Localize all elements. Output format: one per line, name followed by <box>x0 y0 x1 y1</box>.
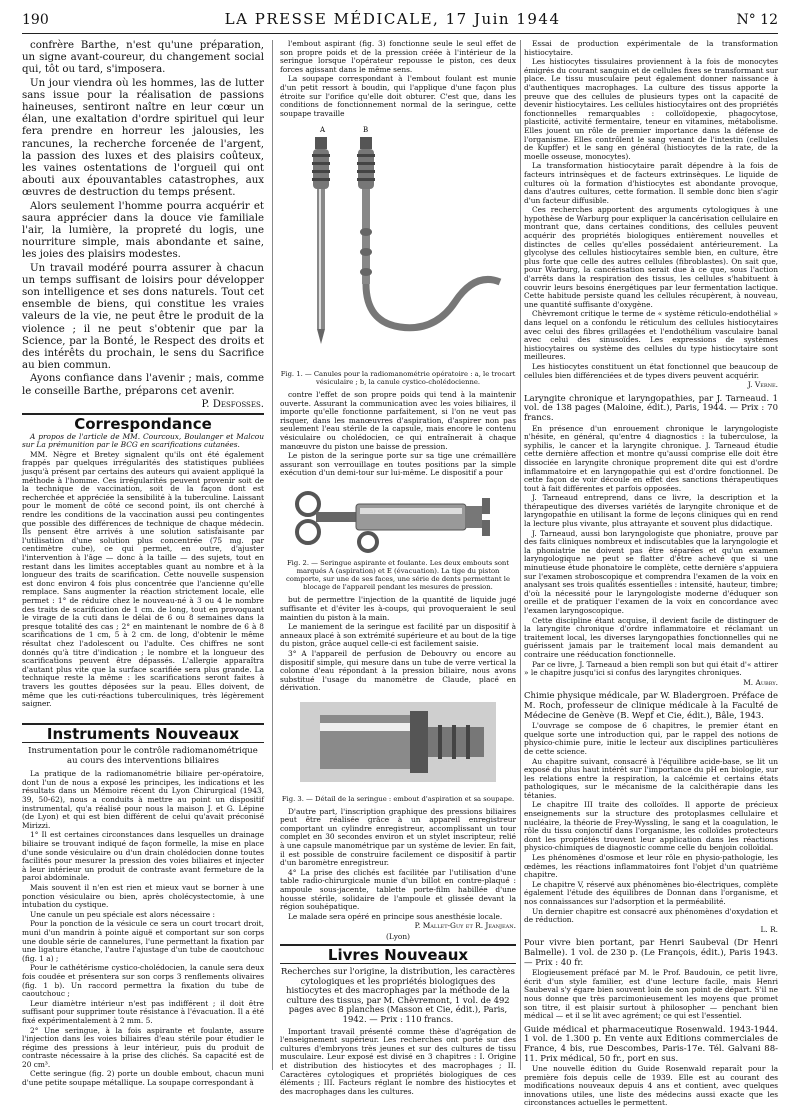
paragraph: Ayons confiance dans l'avenir ; mais, comme le conseille Barthe, préparons cet avenir. <box>22 373 264 397</box>
paragraph: Cette discipline étant acquise, il devient facile de distinguer de la laryngite chronique d'ordre inflammatoire et réclamant un traitement local, les diverses laryngopathies fonctionnelles qui ne guérissent jamais par le traitement local mais demandent au contraire une rééducation fonctionnelle. <box>524 615 778 659</box>
figure-1-canulas <box>280 122 516 362</box>
paragraph: Le maniement de la seringue est facilité par un dispositif à anneaux placé à son extrémité supérieure et au bout de la tige du piston, grâce auquel celle-ci est facilement saisie. <box>280 622 516 649</box>
paragraph: contre l'effet de son propre poids qui tend à la maintenir ouverte. Assurant la communication avec les voies biliaires, il importe qu'elle fonctionne parfaitement, si l'on ne veut pas risquer, dans les manœuvres d'aspiration, d'aspirer non pas seulement l'eau stérile de la capsule, mais encore le contenu vésiculaire ou cholédocien, ce qui entraînerait à chaque manœuvre du piston une baisse de pression. <box>280 389 516 451</box>
paragraph: Le malade sera opéré en principe sous anesthésie locale. <box>288 911 503 921</box>
review-title: Laryngite chronique et laryngopathies, par J. Tarneaud. 1 vol. de 138 pages (Maloine, édit.), Paris, 1944. — Prix : 70 francs. <box>524 393 778 423</box>
canula-b-shape <box>357 137 500 328</box>
paragraph: Elogieusement préfacé par M. le Prof. Baudouin, ce petit livre, écrit d'un style familier, est d'une lecture facile, mais Henri Saubeval s'y égare bien souvent loin de son point de départ. S'il ne nous donne que très parcimonieusement les moyens que promet son titre, il est plaisir surtout à philosopher — penchant bien médical — et il se lit avec agrément; ce qui est l'essentiel. <box>524 968 778 1021</box>
figure-3-caption: Fig. 3. — Détail de la seringue : embout d'aspiration et sa soupape. <box>281 794 515 803</box>
paragraph: J. Tarneaud entreprend, dans ce livre, la description et la thérapeutique des diverses variétés de laryngite chronique et de laryngopathie en utilisant la forme de leçons cliniques qui en rend la lecture plus vivante, plus attrayante et souvent plus didactique. <box>524 493 778 529</box>
page-header <box>22 10 778 30</box>
journal-title: LA PRESSE MÉDICALE, 17 Juin 1944 <box>224 10 561 28</box>
paragraph: Un dernier chapitre est consacré aux phénomènes d'oxydation et de réduction. <box>524 906 778 925</box>
paragraph: Par ce livre, J. Tarneaud a bien rempli son but qui était d'« attirer » le chapitre jusqu'ici si confus des laryngites chroniques. <box>524 659 778 678</box>
paragraph: but de permettre l'injection de la quantité de liquide jugé suffisante et d'éviter les à-coups, qui provoqueraient le seul maintien du piston à la main. <box>280 595 516 622</box>
paragraph: 3° A l'appareil de perfusion de Debouvry ou encore au dispositif simple, qui mesure dans un tube de verre vertical la colonne d'eau répondant à la pression biliaire, nous avons substitué l'usage du manomètre de Claude, placé en dérivation. <box>280 649 516 693</box>
figure-2-caption: Fig. 2. — Seringue aspirante et foulante. Les deux embouts sont marqués A (aspiration) et E (évacuation). La tige du piston comporte, sur une de ses faces, une série de dents permettant le blocage de l'appareil pendant les mesures de pression. <box>285 559 510 592</box>
paragraph: 2° Une seringue, à la fois aspirante et foulante, assure l'injection dans les voies biliaires d'eau stérile pour étudier le régime des pressions à leur intérieur, puis du produit de contraste nécessaire à la prise des clichés. Sa capacité est de 20 cm³. <box>22 1025 264 1069</box>
signature-city: (Lyon) <box>386 931 410 941</box>
paragraph: Cette seringue (fig. 2) porte un double embout, chacun muni d'une petite soupape métallique. La soupape correspondant à <box>22 1069 264 1088</box>
signature: P. Mallet-Guy et R. Jeanjean. <box>414 921 516 931</box>
paragraph: l'embout aspirant (fig. 3) fonctionne seule le seul effet de son propre poids et de la pression créée à l'intérieur de la seringue lorsque l'opérateur repousse le piston, ces deux forces agissant dans le même sens. <box>280 39 516 74</box>
paragraph: Pour le cathétérisme cystico-cholédocien, la canule sera deux fois coudée et présentera sur son corps 3 renflements olivaires (fig. 1 b). Un raccord permettra la fixation du tube de caoutchouc ; <box>22 963 264 999</box>
paragraph: 1° Il est certaines circonstances dans lesquelles un drainage biliaire se trouvant indiqué de façon formelle, la mise en place d'une sonde vésiculaire ou d'un drain cholédocien donne toutes facilités pour mesurer la pression des voies biliaires et injecter à leur intérieur un produit de contraste avant fermeture de la paroi abdominale. <box>22 830 264 883</box>
paragraph: confrère Barthe, n'est qu'une préparation, un signe avant-coureur, du changement social qui, tôt ou tard, s'imposera. <box>22 40 264 76</box>
paragraph: La soupape correspondant à l'embout foulant est munie d'un petit ressort à boudin, qui l'applique d'une façon plus étroite sur l'orifice qu'elle doit obturer. C'est que, dans les conditions de fonctionnement normal de la seringue, cette soupape travaille <box>280 74 516 118</box>
paragraph: La pratique de la radiomanométrie biliaire per-opératoire, dont l'un de nous a exposé les principes, les indications et les résultats dans un Mémoire récent du Lyon Chirurgical (1943, 39, 50-62), nous a conduits à mettre au point un dispositif instrumental, qu'a réalisé pour nous la maison J. et G. Lépine (de Lyon) et qui est bien différent de celui qu'avait préconisé Mirizzi. <box>22 769 264 830</box>
column-divider <box>520 40 521 1070</box>
correspondance-lead: A propos de l'article de MM. Courcoux, Boulanger et Malcou sur La prémunition par le BCG en scarifications cutanées. <box>22 431 264 450</box>
review-title: Pour vivre bien portant, par Henri Saubeval (Dr Henri Balmelle). 1 vol. de 230 p. (Le François, édit.), Paris 1943. — Prix : 40 fr. <box>524 938 778 968</box>
paragraph: MM. Nègre et Bretey signalent qu'ils ont été également frappés par quelques irrégularités des statistiques publiées jusqu'à présent par certains des auteurs qui avaient appliqué la méthode à l'homme. Ces irrégularités peuvent provenir soit de la technique de vaccination, soit de la façon dont est recherchée et appréciée la sensibilité à la tuberculine. Laissant pour le moment de côté ce second point, ils ont cherché à rendre les conditions de la vaccination aussi peu contingentes que possible des différences de technique de chaque médecin. Ils pensent être arrivés à une solution satisfaisante par l'utilisation d'une solution plus concentrée (75 mg. par centimètre cube), ce qui permet, en outre, d'ajuster l'intervention à l'âge — donc à la taille — des sujets, tout en restant dans les limites acceptables quant au nombre et à la longueur des traits de scarification. Cette nouvelle suspension est donc environ 4 fois plus concentrée que l'ancienne qu'elle remplace. Sans augmenter la réaction strictement locale, elle permet : 1° de réduire chez le nouveau-né à 3 ou 4 le nombre des traits de scarification de 1 cm. de long, tout en provoquant le virage de la cuti dans le délai de 6 ou 8 semaines dans la presque totalité des cas ; 2° en maintenant le nombre de 6 à 8 scarifications de 1 cm, 5 à 2 cm. de long, d'obtenir le même résultat chez l'adolescent ou l'adulte. Ces chiffres ne sont donnés qu'à titre d'indication ; le nombre et la longueur des scarifications peuvent être dépassés. L'allergie apparaîtra d'autant plus vite que la surface scarifiée sera plus grande. La technique reste la même : les scarifications seront faites à travers les gouttes déposées sur la peau. Elles doivent, de même que les cuti-réactions tuberculiniques, très légèrement saigner. <box>22 449 264 709</box>
paragraph: Chèvremont critique le terme de « système réticulo-endothélial » dans lequel on a confondu le réticulum des cellules histiocytaires avec celui des fibres grillagées et l'endothélium vasculaire banal avec celui des sinusoïdes. Les expressions de systèmes histiocytaires ou système des cellules du type histiocytaire sont meilleures. <box>524 309 778 362</box>
signature: P. Desfosses. <box>201 398 264 410</box>
column-3 <box>524 39 778 1108</box>
figure-3-syringe-detail <box>280 697 516 787</box>
paragraph: Les phénomènes d'osmose et leur rôle en physio-pathologie, les œdèmes, les réactions inflammatoires font l'objet d'un quatrième chapitre. <box>524 853 778 880</box>
paragraph: Important travail présenté comme thèse d'agrégation de l'enseignement supérieur. Les recherches ont porté sur des cultures d'embryons très jeunes et sur des cultures de tissu musculaire. Leur exposé est divisé en 3 chapitres : I. Origine et distribution des histiocytes et des macrophages ; II. Caractères cytologiques et propriétés biologiques de ces éléments ; III. Facteurs réglant le nombre des histiocytes et des macrophages dans les cultures. <box>280 1026 516 1096</box>
header-rule <box>22 33 778 34</box>
column-2 <box>280 39 516 1096</box>
paragraph: Un travail modéré pourra assurer à chacun un temps suffisant de loisirs pour développer son intelligence et ses dons naturels. Tout cet ensemble de biens, qui constitue les vraies valeurs de la vie, ne peut être le produit de la violence ; il ne peut s'obtenir que par la Science, par la Bonté, le Respect des droits et des intérêts du prochain, le sens du Sacrifice au bien commun. <box>22 262 264 372</box>
column-1 <box>22 40 264 1088</box>
paragraph: Ces recherches apportent des arguments cytologiques à une hypothèse de Warburg pour expliquer la cancérisation cellulaire en montrant que, dans certaines conditions, des cellules peuvent acquérir des propriétés biologiques entièrement nouvelles et distinctes de celles qu'elles possédaient antérieurement. La glycolyse des cellules histiocytaires semble bien, en culture, être plus forte que celle des autres cellules (fibroblastes). On sait que, pour Warburg, la cancérisation serait due à ce que, sous l'action d'arrêts dans la respiration des tissus, les cellules s'habituent à couvrir leurs besoins énergétiques par leur fermentation lactique. Cette habitude persiste quand les cellules récupèrent, à nouveau, une quantité suffisante d'oxygène. <box>524 205 778 309</box>
paragraph: Au chapitre suivant, consacré à l'équilibre acide-base, se lit un exposé du plus haut intérêt sur l'importance du pH en biologie, sur les relations entre la respiration, la calcémie et certains états pathologiques, sur le mécanisme de la calcithérapie dans les tétanies. <box>524 756 778 800</box>
paragraph: J. Tarneaud, aussi bon laryngologiste que phoniatre, prouve par des faits cliniques nombreux et indiscutables que la laryngologie et la phoniatrie ne doivent pas être séparées et qu'un examen laryngologique ne peut se flatter d'être achevé que si une minutieuse étude phonatoire le complète, cette dernière s'appuiera sur l'examen stroboscopique et comprendra l'examen de la voix en analysant ses trois qualités essentielles : intensité, hauteur, timbre; d'où la nécessité pour le laryngologiste moderne d'éduquer son oreille et de pratiquer l'examen de la voix en concordance avec l'examen laryngoscopique. <box>524 528 778 615</box>
figure-label-b: B <box>363 126 369 135</box>
signature: J. Verne. <box>747 380 778 390</box>
paragraph: Pour la ponction de la vésicule ce sera un court trocart droit, muni d'un mandrin à pointe aiguë et comportant sur son corps une double série de cannelures, l'une permettant la fixation par une ligature étanche, l'autre l'ajustage d'un tube de caoutchouc (fig. 1 a) ; <box>22 919 264 963</box>
section-title-livres: Livres Nouveaux <box>327 945 469 964</box>
figure-2-syringe <box>280 482 516 552</box>
paragraph: Mais souvent il n'en est rien et mieux vaut se borner à une ponction vésiculaire ou bien, après cholécystectomie, à une intubation du cystique. <box>22 883 264 910</box>
paragraph: Le chapitre V, réservé aux phénomènes bio-électriques, complète également l'étude des équilibres de Donnan dans l'organisme, et nos connaissances sur l'adsorption et la perméabilité. <box>524 879 778 906</box>
figure-label-a: A <box>320 126 326 135</box>
paragraph: Une nouvelle édition du Guide Rosenwald reparaît pour la première fois depuis celle de 1939. Elle est au courant des modifications nouveaux depuis 4 ans et contient, avec quelques innovations utiles, une liste des médecins aussi exacte que les circonstances actuelles le permettent. <box>524 1064 778 1108</box>
paragraph: Le piston de la seringue porte sur sa tige une crémaillère assurant son verrouillage en toutes positions par la simple exécution d'un demi-tour sur lui-même. Le dispositif a pour <box>280 451 516 478</box>
instruments-subtitle: Instrumentation pour le contrôle radiomanométrique au cours des interventions biliaires <box>28 746 258 767</box>
paragraph: Essai de production expérimentale de la transformation histiocytaire. <box>524 39 778 57</box>
page-number: 190 <box>22 12 49 28</box>
livres-subtitle: Recherches sur l'origine, la distribution, les caractères cytologiques et les propriétés biologiques des histiocytes et des macrophages par la méthode de la culture des tissus, par M. Chèvremont, 1 vol. de 492 pages avec 8 planches (Masson et Cie, édit.), Paris, 1942. — Prix : 110 francs. <box>281 966 515 1025</box>
paragraph: La transformation histiocytaire paraît dépendre à la fois de facteurs intrinsèques et de facteurs extrinsèques. Le liquide de cultures où la formation d'histiocytes est abondante provoque, dans d'autres cultures, cette formation. Il semble donc bien s'agir d'un facteur diffusible. <box>524 161 778 205</box>
review-title: Guide médical et pharmaceutique Rosenwald. 1943-1944. 1 vol. de 1.300 p. En vente aux Editions commerciales de France, 4 bis, rue Descombes, Paris-17e. Tél. Galvani 88-11. Prix médical, 50 fr., port en sus. <box>524 1024 778 1064</box>
paragraph: Le chapitre III traite des colloïdes. Il apporte de précieux enseignements sur la structure des protoplasmes cellulaire et nucléaire, la théorie de Frey-Wyssling, le sang et la coagulation, le rôle du tissu conjonctif dans l'organisme, les colloïdes protecteurs dont les propriétés trouvent leur application dans les réactions physico-chimiques de diagnostic comme celle du benjoin colloïdal. <box>524 800 778 853</box>
signature: L. R. <box>760 924 778 934</box>
paragraph: D'autre part, l'inscription graphique des pressions biliaires peut être réalisée grâce à un appareil enregistreur comportant un cylindre enregistreur, accomplissant un tour complet en 30 secondes environ et un stylet inscripteur, relié à une capsule manométrique par un système de levier. En fait, il est possible de construire facilement ce dispositif à partir d'un baromètre enregistreur. <box>280 806 516 868</box>
paragraph: Une canule un peu spéciale est alors nécessaire : <box>30 909 215 919</box>
figure-1-caption: Fig. 1. — Canules pour la radiomanométrie opératoire : a, le trocart vésiculaire ; b, la canule cystico-cholédocienne. <box>280 369 516 386</box>
paragraph: Les histiocytes constituent un état fonctionnel que beaucoup de cellules bien différenciées et de types divers peuvent acquérir. <box>524 361 778 380</box>
section-title-correspondance: Correspondance <box>74 415 212 434</box>
review-title: Chimie physique médicale, par W. Bladergroen. Préface de M. Roch, professeur de clinique médicale à la Faculté de Médecine de Genève (B. Wepf et Cie, édit.), Bâle, 1943. <box>524 691 778 721</box>
issue-number: N° 12 <box>736 12 778 28</box>
paragraph: Un jour viendra où les hommes, las de lutter sans issue pour la réalisation de passions haineuses, sentiront naître en leur cœur un élan, une exaltation d'ordre spirituel qui leur fera prendre en horreur les jalousies, les rancunes, la recherche forcenée de l'argent, la passion des luxes et des plaisirs coûteux, les vaines ostentations de l'orgueil qui ont abouti aux épouvantables catastrophes, aux œuvres de destruction du temps présent. <box>22 77 264 199</box>
paragraph: 4° La prise des clichés est facilitée par l'utilisation d'une table radio-chirurgicale munie d'un billot en contre-plaqué : ampoule sous-jacente, tablette porte-film habillée d'une housse stérile, solidaire de l'ampoule et glissée devant la région souhépatique. <box>280 867 516 912</box>
paragraph: En présence d'un enrouement chronique le laryngologiste n'hésite, en général, qu'entre 4 diagnostics : la tuberculose, la syphilis, le cancer et la laryngite chronique. J. Tarneaud étudie cette dernière affection et montre qu'aussi comprise elle doit être dissociée en laryngite chronique proprement dite qui est d'ordre inflammatoire et en laryngopathie qui est d'ordre fonctionnel. De cette façon de voir découle en effet des sanctions thérapeutiques tout à fait différentes et parfois opposées. <box>524 423 778 493</box>
paragraph: L'ouvrage se compose de 6 chapitres, le premier étant en quelque sorte une introduction qui, par le rappel des notions de physico-chimie pure, initie le lecteur aux disciplines particulières de cette science. <box>524 721 778 756</box>
paragraph: Leur diamètre intérieur n'est pas indifférent ; il doit être suffisant pour supprimer toute résistance à l'évacuation. Il a été fixé expérimentalement à 2 mm. 5. <box>22 998 264 1025</box>
column-divider <box>272 40 273 1070</box>
paragraph: Les histiocytes tissulaires proviennent à la fois de monocytes émigrés du courant sanguin et de cellules fixes se transformant sur place. Le tissu musculaire peut également donner naissance à d'authentiques macrophages. La culture des tissus apporte la preuve que des cellules de plusieurs types ont la capacité de devenir histiocytaires. Les cellules histiocytaires ont des propriétés fonctionnelles remarquables : colloïdopexie, phagocytose, plasticité, activité fermentaire, teneur en vitamines, métabolisme. Elles jouent un rôle de premier importance dans la défense de l'organisme. Elles contrôlent le sang venant de l'intestin (cellules de Kupffer) et le sang en général (histiocytes de la rate, de la moelle osseuse, monocytes). <box>524 57 778 161</box>
section-title-instruments: Instruments Nouveaux <box>46 724 240 743</box>
trocart-a-shape <box>312 137 330 344</box>
paragraph: Alors seulement l'homme pourra acquérir et saura apprécier dans la douce vie familiale l'air, la lumière, la propreté du logis, une nourriture simple, mais abondante et saine, les joies des plaisirs modestes. <box>22 200 264 261</box>
signature: M. Aubry. <box>743 677 778 687</box>
